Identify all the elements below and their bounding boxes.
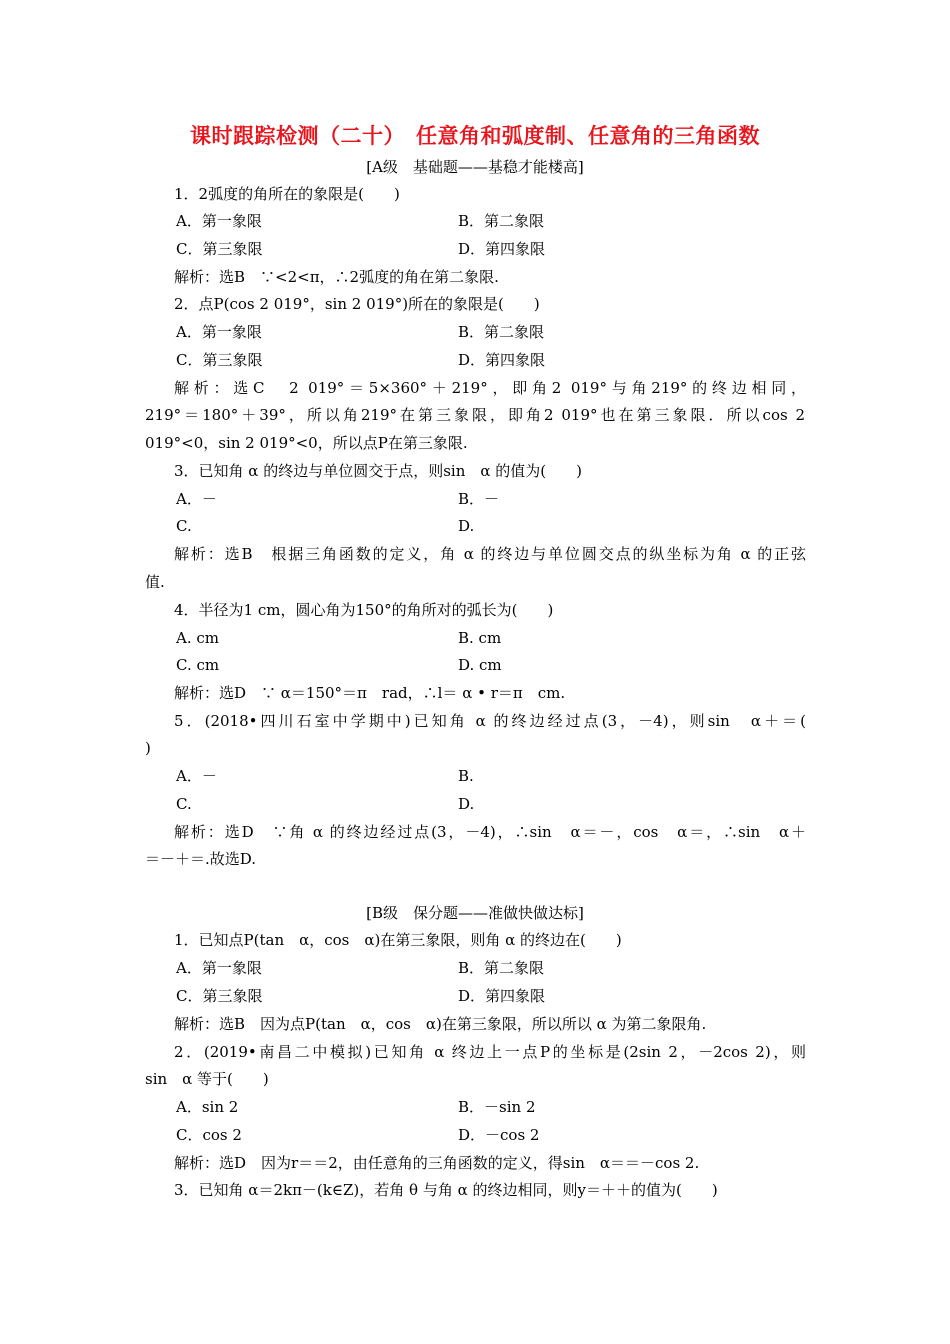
option-a4-c: C. cm	[176, 656, 220, 674]
option-a1-c: C．第三象限	[176, 240, 263, 258]
option-a5-b: B.	[458, 767, 474, 785]
option-a2-a: A．第一象限	[176, 323, 262, 341]
option-a4-b: B. cm	[458, 629, 502, 647]
question-a4: 4．半径为1 cm，圆心角为150°的角所对的弧长为( )	[174, 601, 554, 619]
option-b2-a: A．sin 2	[176, 1098, 239, 1116]
option-a4-d: D. cm	[458, 656, 502, 674]
option-a3-a: A．－	[176, 490, 217, 508]
solution-a5-line2: ＝－＋＝.故选D.	[145, 850, 257, 868]
option-b1-c: C．第三象限	[176, 987, 263, 1005]
solution-b2: 解析：选D 因为r＝＝2，由任意角的三角函数的定义，得sin α＝＝－cos 2.	[174, 1154, 700, 1172]
solution-a2-line1: 解析：选C 2 019°＝5×360°＋219°，即角2 019°与角219°的终边相同，	[174, 379, 806, 397]
option-b2-d: D．－cos 2	[458, 1126, 540, 1144]
option-a1-a: A．第一象限	[176, 212, 262, 230]
question-a3: 3．已知角 α 的终边与单位圆交于点，则sin α 的值为( )	[174, 462, 582, 480]
section-a-header: [A级 基础题——基稳才能楼高]	[366, 158, 584, 176]
solution-a2-line3: 019°<0，sin 2 019°<0，所以点P在第三象限.	[145, 434, 468, 452]
option-a5-a: A．－	[176, 767, 217, 785]
solution-a1: 解析：选B ∵<2<π，∴2弧度的角在第二象限.	[174, 268, 499, 286]
option-a2-c: C．第三象限	[176, 351, 263, 369]
question-a1: 1．2弧度的角所在的象限是( )	[174, 185, 400, 203]
option-a3-d: D.	[458, 517, 475, 535]
question-b1: 1．已知点P(tan α，cos α)在第三象限，则角 α 的终边在( )	[174, 931, 622, 949]
document-title: 课时跟踪检测（二十） 任意角和弧度制、任意角的三角函数	[190, 124, 760, 148]
option-a5-c: C.	[176, 795, 192, 813]
question-a5-line2: )	[145, 739, 151, 757]
solution-b1: 解析：选B 因为点P(tan α，cos α)在第三象限，所以所以 α 为第二象限角.	[174, 1015, 707, 1033]
option-a5-d: D.	[458, 795, 475, 813]
question-a2: 2．点P(cos 2 019°，sin 2 019°)所在的象限是( )	[174, 295, 540, 313]
solution-a3-line2: 值.	[145, 573, 165, 591]
option-a2-b: B．第二象限	[458, 323, 545, 341]
question-b3: 3．已知角 α＝2kπ－(k∈Z)，若角 θ 与角 α 的终边相同，则y＝＋＋的值为( )	[174, 1181, 718, 1199]
option-a4-a: A. cm	[176, 629, 219, 647]
solution-a2-line2: 219°＝180°＋39°，所以角219°在第三象限，即角2 019°也在第三象限．所以cos 2	[145, 406, 805, 424]
option-b1-a: A．第一象限	[176, 959, 262, 977]
option-b2-b: B．－sin 2	[458, 1098, 536, 1116]
solution-a3-line1: 解析：选B 根据三角函数的定义，角 α 的终边与单位圆交点的纵坐标为角 α 的正弦	[174, 545, 806, 563]
question-a5-line1: 5．(2018•四川石室中学期中)已知角 α 的终边经过点(3，－4)，则sin α＋＝(	[174, 712, 806, 730]
option-b2-c: C．cos 2	[176, 1126, 242, 1144]
question-b2-line1: 2．(2019•南昌二中模拟)已知角 α 终边上一点P的坐标是(2sin 2，－2cos 2)，则	[174, 1043, 806, 1061]
option-a1-b: B．第二象限	[458, 212, 545, 230]
option-b1-d: D．第四象限	[458, 987, 546, 1005]
option-a3-c: C.	[176, 517, 192, 535]
option-b1-b: B．第二象限	[458, 959, 545, 977]
solution-a5-line1: 解析：选D ∵角 α 的终边经过点(3，－4)，∴sin α＝－，cos α＝，∴sin α＋	[174, 823, 806, 841]
question-b2-line2: sin α 等于( )	[145, 1070, 269, 1088]
section-b-header: [B级 保分题——准做快做达标]	[366, 904, 584, 922]
option-a2-d: D．第四象限	[458, 351, 546, 369]
option-a3-b: B．－	[458, 490, 500, 508]
solution-a4: 解析：选D ∵ α＝150°＝π rad，∴l＝ α • r＝π cm.	[174, 684, 566, 702]
option-a1-d: D．第四象限	[458, 240, 546, 258]
